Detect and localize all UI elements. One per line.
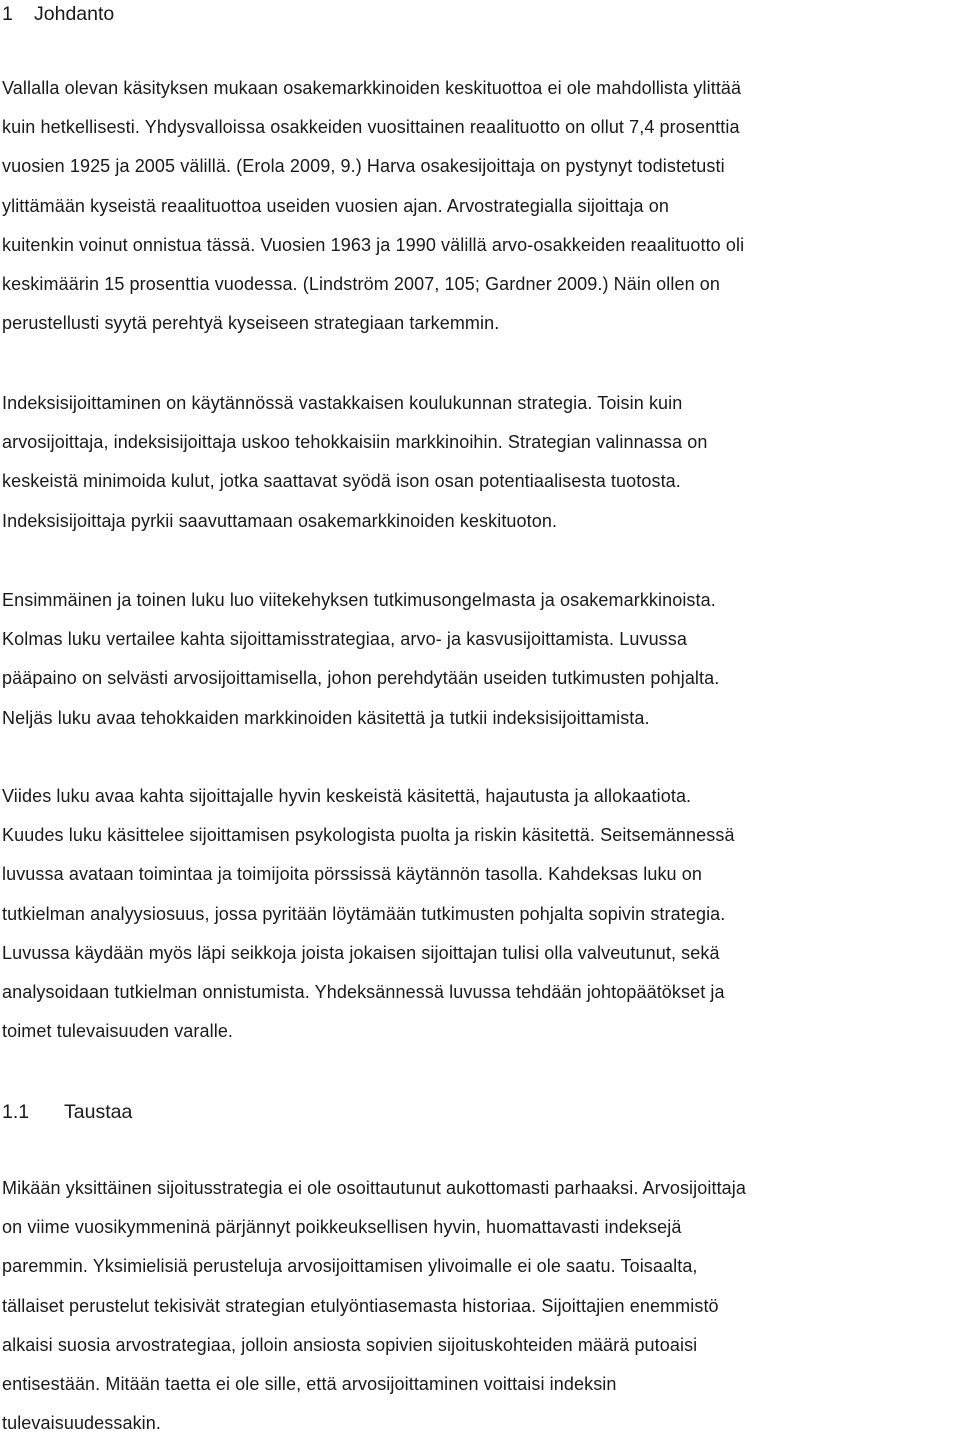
text-line: tutkielman analyysiosuus, jossa pyritään löytämään tutkimusten pohjalta sopivin strategia. — [2, 903, 726, 924]
text-line: Indeksisijoittaminen on käytännössä vastakkaisen koulukunnan strategia. Toisin kuin — [2, 393, 683, 413]
text-line: entisestään. Mitään taetta ei ole sille, että arvosijoittaminen voittaisi indeksin — [2, 1373, 617, 1394]
text-line: keskeistä minimoida kulut, jotka saattavat syödä ison osan potentiaalisesta tuotosta. — [2, 471, 681, 492]
text-line: kuitenkin voinut onnistua tässä. Vuosien 1963 ja 1990 välillä arvo-osakkeiden reaalituotto oli — [2, 234, 745, 255]
text-line: pääpaino on selvästi arvosijoittamisella, johon perehdytään useiden tutkimusten pohjalta. — [2, 668, 720, 689]
text-line: Viides luku avaa kahta sijoittajalle hyvin keskeistä käsitettä, hajautusta ja allokaatiota. — [2, 786, 692, 806]
paragraph-intro-1 — [2, 69, 744, 343]
paragraph-background-1 — [2, 1169, 746, 1443]
text-line: keskimäärin 15 prosenttia vuodessa. (Lindström 2007, 105; Gardner 2009.) Näin ollen on — [2, 273, 721, 294]
chapter-heading — [2, 1, 114, 27]
text-line: Neljäs luku avaa tehokkaiden markkinoiden käsitettä ja tutkii indeksisijoittamista. — [2, 707, 650, 728]
text-line: analysoidaan tutkielman onnistumista. Yhdeksännessä luvussa tehdään johtopäätökset ja — [2, 981, 725, 1002]
text-line: luvussa avataan toimintaa ja toimijoita pörssissä käytännön tasolla. Kahdeksas luku on — [2, 864, 702, 885]
paragraph-intro-2 — [2, 384, 707, 541]
section-heading — [2, 1099, 132, 1125]
text-line: tulevaisuudessakin. — [2, 1413, 161, 1434]
text-line: alkaisi suosia arvostrategiaa, jolloin ansiosta sopivien sijoituskohteiden määrä putoaisi — [2, 1334, 698, 1355]
section-title: Taustaa — [64, 1101, 133, 1123]
text-line: arvosijoittaja, indeksisijoittaja uskoo tehokkaisiin markkinoihin. Strategian valinnassa on — [2, 432, 708, 453]
text-line: perustellusti syytä perehtyä kyseiseen strategiaan tarkemmin. — [2, 313, 500, 334]
chapter-number: 1 — [2, 3, 13, 25]
text-line: Indeksisijoittaja pyrkii saavuttamaan osakemarkkinoiden keskituoton. — [2, 510, 558, 531]
section-number: 1.1 — [2, 1101, 30, 1123]
paragraph-intro-4 — [2, 777, 735, 1051]
text-line: Vallalla olevan käsityksen mukaan osakemarkkinoiden keskituottoa ei ole mahdollista ylittää — [2, 78, 742, 98]
text-line: Luvussa käydään myös läpi seikkoja joista jokaisen sijoittajan tulisi olla valveutunut, sekä — [2, 942, 720, 963]
text-line: toimet tulevaisuuden varalle. — [2, 1021, 234, 1042]
text-line: Mikään yksittäinen sijoitusstrategia ei ole osoittautunut aukottomasti parhaaksi. Arvosijoittaja — [2, 1178, 746, 1198]
text-line: Kolmas luku vertailee kahta sijoittamisstrategiaa, arvo- ja kasvusijoittamista. Luvussa — [2, 629, 687, 650]
chapter-title: Johdanto — [34, 3, 115, 25]
text-line: on viime vuosikymmeninä pärjännyt poikkeuksellisen hyvin, huomattavasti indeksejä — [2, 1217, 682, 1238]
text-line: kuin hetkellisesti. Yhdysvalloissa osakkeiden vuosittainen reaalituotto on ollut 7,4 prosenttia — [2, 117, 740, 138]
paragraph-intro-3 — [2, 581, 719, 738]
text-line: paremmin. Yksimielisiä perusteluja arvosijoittamisen ylivoimalle ei ole saatu. Toisaalta, — [2, 1256, 698, 1277]
text-line: Kuudes luku käsittelee sijoittamisen psykologista puolta ja riskin käsitettä. Seitsemännessä — [2, 825, 735, 846]
text-line: vuosien 1925 ja 2005 välillä. (Erola 2009, 9.) Harva osakesijoittaja on pystynyt todistetusti — [2, 156, 725, 177]
text-line: ylittämään kyseistä reaalituottoa useiden vuosien ajan. Arvostrategialla sijoittaja on — [2, 195, 669, 216]
text-line: Ensimmäinen ja toinen luku luo viitekehyksen tutkimusongelmasta ja osakemarkkinoista. — [2, 590, 716, 610]
text-line: tällaiset perustelut tekisivät strategian etulyöntiasemasta historiaa. Sijoittajien enemmistö — [2, 1295, 719, 1316]
